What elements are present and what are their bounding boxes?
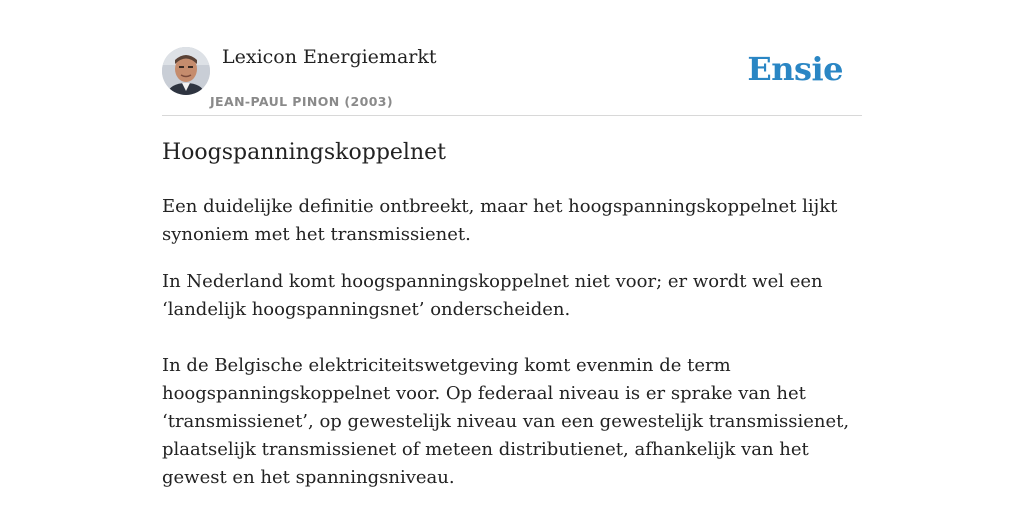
entry-title: Hoogspanningskoppelnet — [162, 140, 446, 165]
definition-paragraph: In Nederland komt hoogspanningskoppelnet niet voor; er wordt wel een ‘landelijk hoogspanningsnet’ onderscheiden. — [162, 271, 823, 320]
ensie-logo[interactable]: Ensie — [747, 50, 843, 88]
book-title[interactable]: Lexicon Energiemarkt — [222, 46, 437, 68]
author-avatar — [162, 47, 210, 95]
entry-content — [162, 193, 862, 492]
definition-paragraph: In de Belgische elektriciteitswetgeving komt evenmin de term hoogspanningskoppelnet voor. Op federaal niveau is er sprake van het ‘transmissienet’, op gewestelijk niveau van een gewestelijk transmissienet, plaatselijk transmissienet of meteen distributienet, afhankelijk van het gewest en het spanningsniveau. — [162, 355, 850, 488]
definition-paragraph: Een duidelijke definitie ontbreekt, maar het hoogspanningskoppelnet lijkt synoniem met het transmissienet. — [162, 196, 838, 245]
header — [162, 44, 862, 116]
book-author: JEAN-PAUL PINON (2003) — [210, 94, 394, 109]
